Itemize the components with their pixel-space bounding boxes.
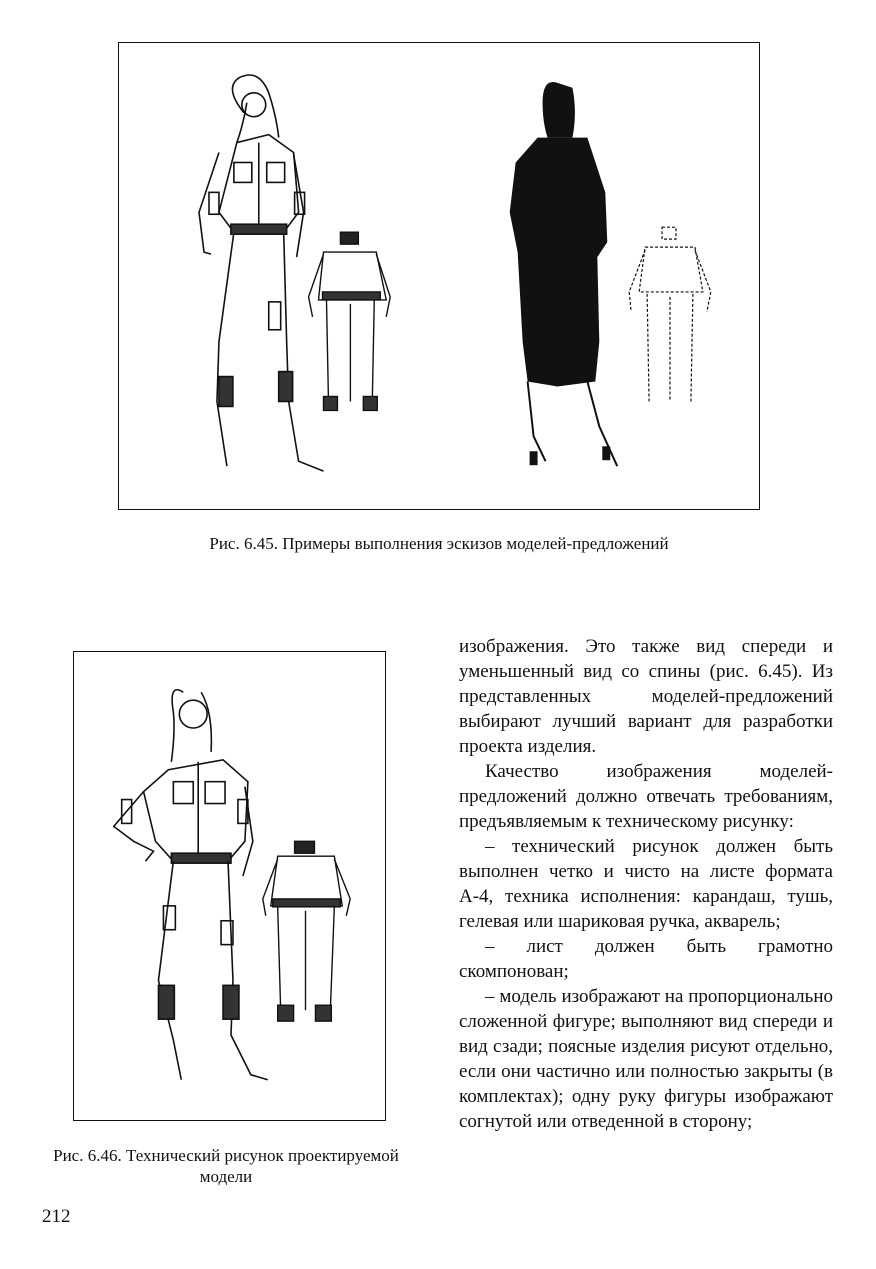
figure-6-45 (118, 42, 760, 510)
sketch-figure-dark-silhouette (510, 82, 618, 466)
technical-drawing-illustration (74, 652, 385, 1120)
technical-figure-front (114, 690, 268, 1080)
figure-6-46 (73, 651, 386, 1121)
sketch-figure-front-outline (199, 75, 323, 471)
sketch-back-view-outline-small (629, 227, 711, 401)
paragraph: Качество изображения моделей-предложений должно отвечать требованиям, предъявляемым к техническому рисунку: (459, 761, 833, 832)
paragraph: изображения. Это также вид спереди и уменьшенный вид со спины (рис. 6.45). Из представленных моделей-предложений выбирают лучший вариант для разработки проекта изделия. (459, 636, 833, 757)
figure-6-45-caption: Рис. 6.45. Примеры выполнения эскизов моделей-предложений (209, 534, 669, 553)
body-text (459, 634, 833, 1134)
sketch-back-view-small (309, 232, 391, 410)
page-number: 212 (42, 1206, 71, 1227)
list-item: – модель изображают на пропорционально сложенной фигуре; выполняют вид спереди и вид сзади; поясные изделия рисуют отдельно, если они частично или полностью закрыты (в комплектах); одну руку фигуры изображают согнутой или отведенной в сторону; (459, 986, 833, 1132)
technical-back-view (263, 841, 350, 1021)
figure-6-46-caption: Рис. 6.46. Технический рисунок проектируемой модели (53, 1146, 399, 1186)
list-item: – технический рисунок должен быть выполнен четко и чисто на листе формата А-4, техника исполнения: карандаш, тушь, гелевая или шариковая ручка, акварель; (459, 836, 833, 932)
list-item: – лист должен быть грамотно скомпонован; (459, 936, 833, 982)
fashion-sketches-illustration (119, 43, 759, 509)
